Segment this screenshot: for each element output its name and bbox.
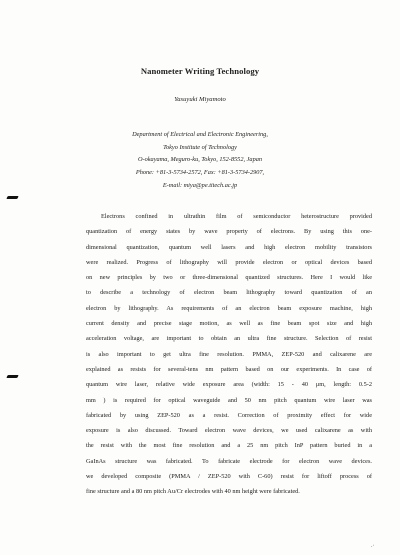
affiliation-email: E-mail: miya@pe.titech.ac.jp	[162, 181, 238, 189]
abstract-line: GaInAs structure was fabricated. To fabricate electrode for electron wave devices.	[86, 457, 372, 465]
abstract-line: on new principles by two or three-dimensional quantized structures. Here I would like	[86, 274, 372, 282]
abstract-line: quantization of energy states by wave property of electrons. By using this one-	[86, 228, 372, 236]
abstract-line: mm ) is required for optical waveguide and 50 nm pitch quantum wire laser was	[86, 396, 372, 404]
abstract-line: acceleration voltage, are important to obtain an ultra fine structure. Selection of resist	[86, 335, 372, 343]
punch-mark-lower	[6, 375, 18, 378]
abstract-line: to describe a technology of electron beam lithography toward quantization of an	[86, 289, 372, 297]
punch-mark-upper	[6, 196, 18, 199]
abstract-line: fabricated by using ZEP-520 as a resist. Correction of proximity effect for wide	[86, 411, 372, 419]
abstract-line: exposure is also discussed. Toward electron wave devices, we used calixarene as with	[86, 427, 372, 435]
scan-speck: .·	[371, 543, 375, 549]
abstract-line: we developed composite (PMMA / ZEP-520 with C-60) resist for liftoff process of	[86, 473, 372, 481]
abstract-body	[86, 209, 372, 500]
abstract-line: explained as resists for several-tens nm pattern based on our experiments. In case of	[86, 365, 372, 373]
paper-title: Nanometer Writing Technology	[140, 66, 260, 76]
abstract-line: Electrons confined in ultrathin film of semiconductor heterostructure provided	[101, 213, 372, 220]
affiliation-phone-fax: Phone: +81-3-5734-2572, Fax: +81-3-5734-2907,	[135, 169, 265, 177]
affiliation-address: O-okayama, Meguro-ku, Tokyo, 152-8552, Japan	[137, 156, 263, 164]
abstract-line: fine structure and a 80 nm pitch Au/Cr electrodes with 40 nm height were fabricated.	[86, 488, 300, 496]
abstract-line: is also important to get ultra fine resolution. PMMA, ZEP-520 and calixarene are	[86, 350, 372, 358]
abstract-line: quantum wire laser, relative wide exposure area (width: 15 - 40 μm, length: 0.5-2	[86, 381, 372, 389]
abstract-line: dimensional quantization, quantum well lasers and high electron mobility transistors	[86, 243, 372, 251]
affiliation-block	[0, 129, 400, 193]
abstract-line: the resist with the most fine resolution and a 25 nm pitch InP pattern buried in a	[86, 442, 372, 450]
affiliation-institute: Tokyo Institute of Technology	[163, 143, 237, 151]
abstract-line: were realized. Progress of lithography will provide electron or optical devices based	[86, 258, 372, 266]
abstract-line: current density and precise stage motion, as well as fine beam spot size and high	[86, 320, 372, 328]
abstract-line: electron by lithography. As requirements of an electron beam exposure machine, high	[86, 304, 372, 312]
affiliation-department: Department of Electrical and Electronic Engineering,	[132, 131, 268, 138]
author-name: Yasuyuki Miyamoto	[174, 96, 226, 103]
